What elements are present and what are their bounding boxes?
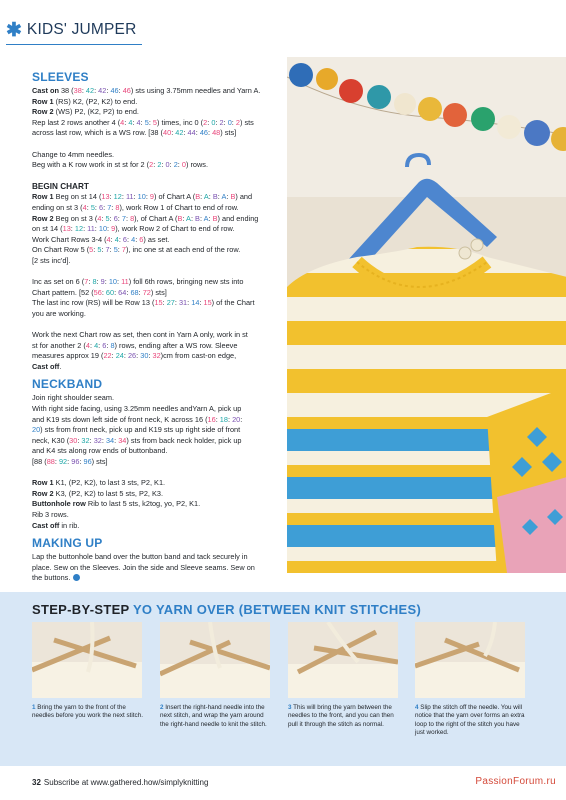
neckband-p3: 20) sts from front neck, pick up and K19 sts up right side of front — [32, 425, 241, 435]
step-by-step-title: STEP-BY-STEP YO YARN OVER (BETWEEN KNIT STITCHES) — [32, 602, 422, 617]
watermark: PassionForum.ru — [475, 776, 556, 787]
rib-line: Rib 3 rows. — [32, 509, 69, 519]
buttonhole-row: Buttonhole row Rib to last 5 sts, k2tog, yo, P2, K1. — [32, 499, 201, 509]
neckband-cast-off: Cast off in rib. — [32, 520, 80, 530]
neckband-p2: and K19 sts down left side of front neck, K across 16 (16: 18: 20: — [32, 414, 243, 424]
work-chart-line: Work Chart Rows 3-4 (4: 4: 6: 4: 6) as set. — [32, 234, 170, 244]
step-3-text: 3 This will bring the yarn between the needles to the front, and you can then pull it through the stitch as normal. — [288, 704, 394, 728]
work-next-line: Work the next Chart row as set, then cont in Yarn A only, work in st — [32, 330, 248, 340]
step-1-photo — [32, 622, 142, 698]
neckband-join: Join right shoulder seam. — [32, 393, 115, 403]
making-up-p2: place. Sew on the Sleeves. Join the side and Sleeve seams. Sew on — [32, 562, 255, 572]
last-inc-line: The last inc row (RS) will be Row 13 (15: 27: 31: 14: 15) of the Chart — [32, 298, 255, 308]
step-3-photo — [288, 622, 398, 698]
step-2-text: 2 Insert the right-hand needle into the next stitch, and wrap the yarn around the right-hand needle to knit the stitch. — [160, 704, 267, 728]
chart-row-2b: on st 14 (13: 12: 11: 10: 9), work Row 2 of Chart to end of row. — [32, 224, 235, 234]
pompom-icon — [316, 68, 338, 90]
cast-on-line: Cast on 38 (38: 42: 42: 46: 46) sts using 3.75mm needles and Yarn A. — [32, 86, 261, 95]
page-header — [6, 20, 137, 40]
on-chart-line: On Chart Row 5 (5: 5: 7: 5: 7), inc one st at each end of the row. — [32, 245, 241, 255]
row-1-line: Row 1 (RS) K2, (P2, K2) to end. — [32, 96, 138, 106]
begin-chart-heading: BEGIN CHART — [32, 182, 89, 192]
jumper-illustration — [287, 57, 566, 573]
pompom-icon — [497, 115, 521, 139]
neckband-heading: NECKBAND — [32, 377, 103, 392]
row-2-line: Row 2 (WS) P2, (K2, P2) to end. — [32, 107, 139, 117]
asterisk-icon: ✱ — [6, 19, 22, 41]
page-footer — [32, 778, 208, 787]
making-up-heading: MAKING UP — [32, 536, 103, 551]
pattern-text-column — [32, 70, 272, 584]
begin-st-st-line: Beg with a K row work in st st for 2 (2: 2: 0: 2: 0) rows. — [32, 160, 209, 170]
inc-count-line: [2 sts inc'd]. — [32, 255, 71, 265]
chart-row-1: Row 1 Beg on st 14 (13: 12: 11: 10: 9) of Chart A (B: A: B: A: B) and — [32, 192, 253, 202]
inc-as-set-line: Inc as set on 6 (7: 8: 9: 10: 11) foll 6th rows, bringing new sts into — [32, 277, 244, 287]
neckband-row-2: Row 2 K3, (P2, K2) to last 5 sts, P2, K3. — [32, 488, 164, 498]
pompom-icon — [394, 93, 416, 115]
making-up-p1: Lap the buttonhole band over the button band and tack securely in — [32, 552, 248, 562]
pompom-icon — [418, 97, 442, 121]
change-needles-line: Change to 4mm needles. — [32, 149, 115, 159]
pompom-icon — [524, 120, 550, 146]
neckband-row-1: Row 1 K1, (P2, K2), to last 3 sts, P2, K1. — [32, 478, 166, 488]
subscribe-link[interactable]: Subscribe at www.gathered.how/simplyknitting — [43, 778, 209, 787]
neckband-p5: and K4 sts along row ends of buttonband. — [32, 446, 168, 456]
making-up-p3: the buttons. — [32, 573, 272, 584]
pompom-icon — [471, 107, 495, 131]
jumper-photo — [287, 57, 566, 573]
end-mark-icon — [73, 574, 80, 581]
step-4-text: 4 Slip the stitch off the needle. You will notice that the yarn over forms an extra loop to the right of the stitch you have just worked. — [415, 704, 525, 737]
neckband-p6: [88 (88: 92: 96: 96) sts] — [32, 457, 108, 466]
chart-row-1b: ending on st 3 (4: 5: 6: 7: 8), work Row 1 of Chart to end of row. — [32, 202, 239, 212]
last-inc-line-2: you are working. — [32, 308, 86, 318]
neckband-p1: With right side facing, using 3.25mm needles andYarn A, pick up — [32, 404, 242, 414]
repeat-line-2: across last row, which is a WS row. [38 (40: 42: 44: 46: 48) sts] — [32, 128, 237, 138]
repeat-line: Rep last 2 rows another 4 (4: 4: 4: 5: 5) times, inc 0 (2: 0: 2: 0: 2) sts — [32, 117, 254, 127]
pompom-icon — [367, 85, 391, 109]
chart-row-2: Row 2 Beg on st 3 (4: 5: 6: 7: 8), of Chart A (B: A: B: A: B) and ending — [32, 213, 259, 223]
step-2-photo — [160, 622, 270, 698]
work-next-line-2: st for another 2 (4: 4: 6: 8) rows, ending after a WS row. Sleeve — [32, 340, 238, 350]
neckband-p4: neck, K30 (30: 32: 32: 34: 34) sts from back neck holder, pick up — [32, 435, 242, 445]
pompom-icon — [443, 103, 467, 127]
header-rule — [6, 44, 142, 45]
cast-off-line: Cast off. — [32, 361, 62, 371]
page-title: KIDS' JUMPER — [26, 21, 137, 38]
step-1-text: 1 Bring the yarn to the front of the needles before you work the next stitch. — [32, 704, 143, 720]
sleeves-heading: SLEEVES — [32, 70, 89, 84]
page-number: 32 — [32, 778, 41, 787]
step-4-photo — [415, 622, 525, 698]
pompom-icon — [339, 79, 363, 103]
inc-as-set-line-2: Chart pattern. [52 (56: 60: 64: 68: 72) sts] — [32, 287, 167, 297]
pompom-icon — [289, 63, 313, 87]
work-next-line-3: measures approx 19 (22: 24: 26: 30: 32)cm from cast-on edge, — [32, 351, 237, 361]
